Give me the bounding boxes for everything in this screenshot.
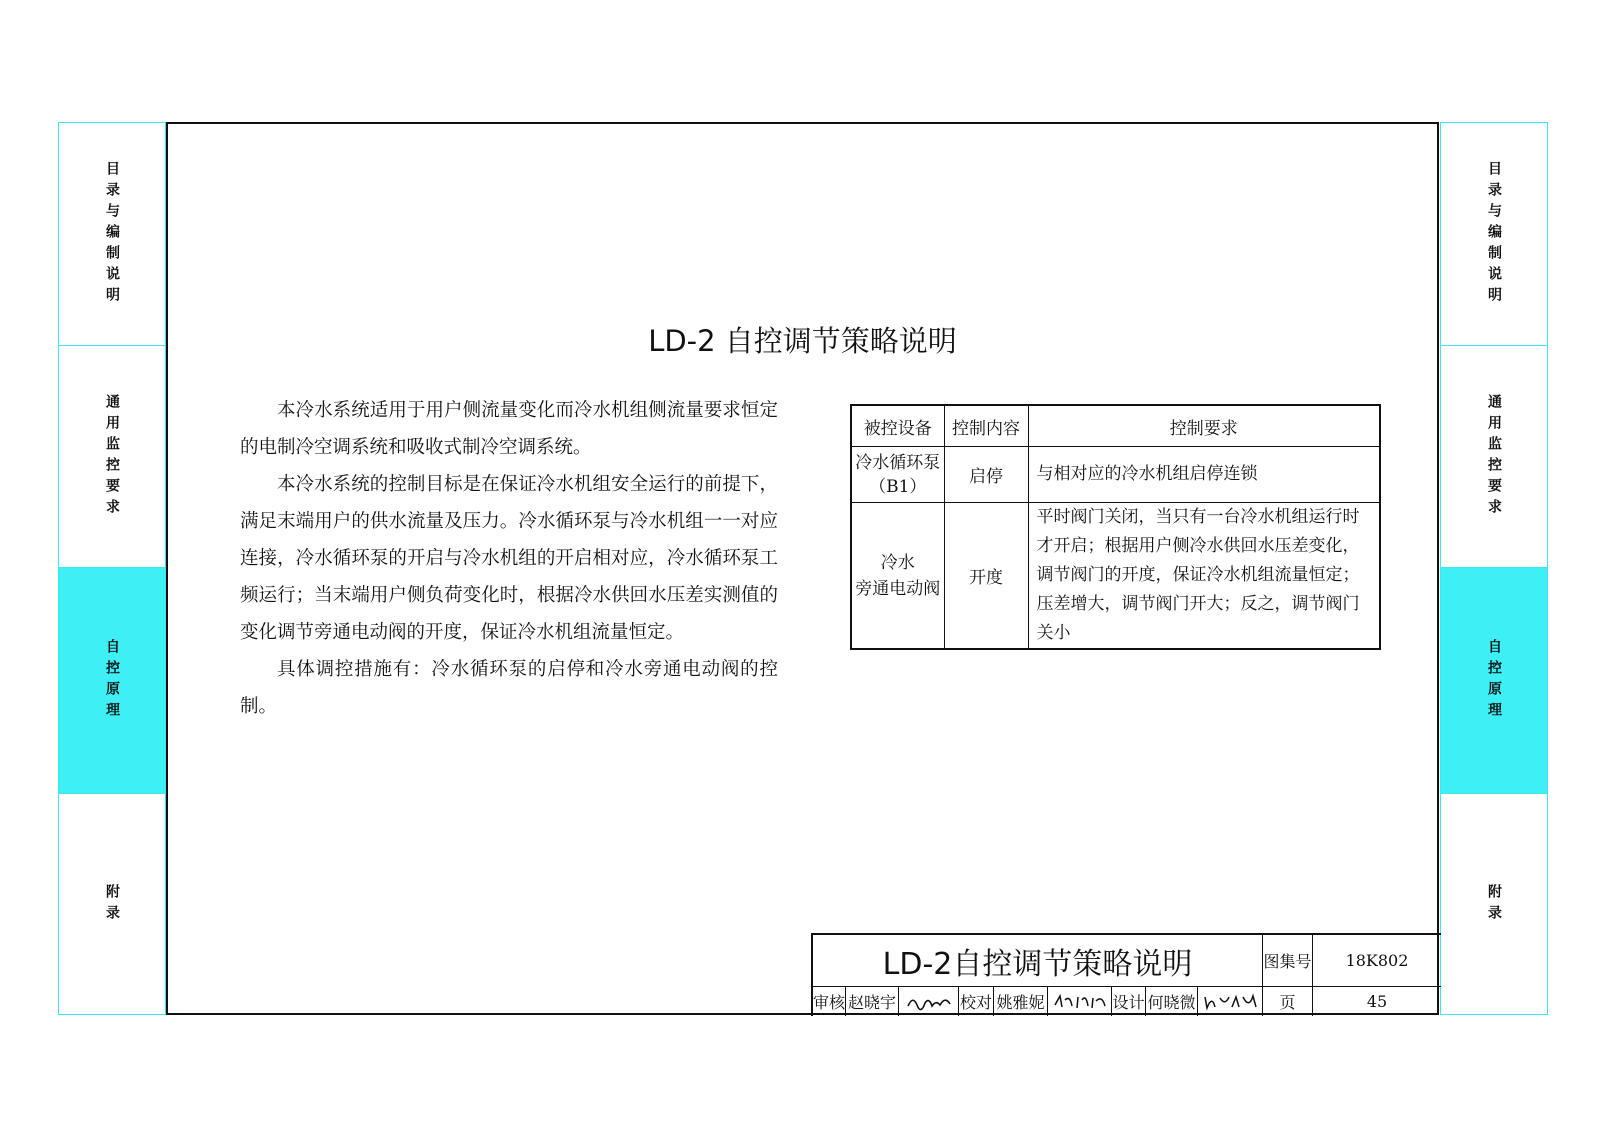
paragraph: 本冷水系统适用于用户侧流量变化而冷水机组侧流量要求恒定的电制冷空调系统和吸收式制冷空调系统。 (240, 400, 778, 458)
tab-appendix-label: 附录 (1486, 884, 1502, 926)
device-name: 冷水循环泵 (855, 452, 941, 473)
tab-general-monitoring-label: 通用监控要求 (1486, 393, 1502, 520)
requirement-cell: 平时阀门关闭，当只有一台冷水机组运行时才开启；根据用户侧冷水供回水压差变化，调节阀门的开度，保证冷水机组流量恒定；压差增大，调节阀门开大；反之，调节阀门关小 (1028, 503, 1380, 650)
content-cell: 启停 (944, 447, 1028, 503)
table-row (851, 503, 1380, 650)
tab-general-monitoring[interactable] (1441, 346, 1547, 568)
header-device: 被控设备 (851, 405, 944, 447)
design-label: 设计 (1112, 987, 1146, 1016)
title-block (811, 933, 1441, 1016)
content-cell: 开度 (944, 503, 1028, 650)
tab-contents-label: 目录与编制说明 (1486, 160, 1502, 308)
reviewer-signature-mark (905, 991, 953, 1013)
check-label: 校对 (959, 987, 994, 1016)
control-table (850, 404, 1381, 650)
table-row (851, 447, 1380, 503)
device-name: 冷水 (880, 552, 915, 573)
description-text (240, 392, 778, 725)
paragraph: 本冷水系统的控制目标是在保证冷水机组安全运行的前提下，满足末端用户的供水流量及压力。冷水循环泵与冷水机组一一对应连接，冷水循环泵的开启与冷水机组的开启相对应，冷水循环泵工频运行；当末端用户侧负荷变化时，根据冷水供回水压差实测值的变化调节旁通电动阀的开度，保证冷水机组流量恒定。 (240, 474, 778, 643)
tab-appendix[interactable] (1441, 794, 1547, 1016)
table-header-row (851, 405, 1380, 447)
requirement-cell: 与相对应的冷水机组启停连锁 (1028, 447, 1380, 503)
page-label: 页 (1263, 987, 1313, 1016)
reviewer-name: 赵晓宇 (846, 987, 899, 1016)
device-code: （B1） (869, 476, 927, 497)
device-cell (851, 503, 944, 650)
tab-contents[interactable] (59, 123, 165, 346)
designer-signature-mark (1201, 991, 1259, 1013)
device-cell (851, 447, 944, 503)
review-label: 审核 (813, 987, 846, 1016)
header-requirement: 控制要求 (1028, 405, 1380, 447)
tab-control-principle[interactable] (1441, 568, 1547, 794)
checker-name: 姚雅妮 (994, 987, 1048, 1016)
header-content: 控制内容 (944, 405, 1028, 447)
tab-contents-label: 目录与编制说明 (104, 160, 120, 308)
checker-signature (1048, 987, 1112, 1016)
tab-control-principle-label: 自控原理 (104, 638, 120, 723)
tab-general-monitoring-label: 通用监控要求 (104, 393, 120, 520)
side-tabs-left (58, 122, 166, 1015)
tab-contents[interactable] (1441, 123, 1547, 346)
page-number: 45 (1366, 992, 1388, 1011)
side-tabs-right (1440, 122, 1548, 1015)
drawing-frame (166, 122, 1439, 1015)
page-title: LD-2 自控调节策略说明 (648, 324, 957, 358)
tab-general-monitoring[interactable] (59, 346, 165, 568)
tab-control-principle-label: 自控原理 (1486, 638, 1502, 723)
designer-name: 何晓微 (1146, 987, 1198, 1016)
atlas-label: 图集号 (1263, 935, 1313, 987)
drawing-title: LD-2自控调节策略说明 (813, 935, 1263, 987)
device-name-line2: 旁通电动阀 (855, 578, 941, 599)
reviewer-signature (899, 987, 959, 1016)
atlas-number: 18K802 (1313, 935, 1441, 987)
paragraph: 具体调控措施有：冷水循环泵的启停和冷水旁通电动阀的控制。 (240, 659, 778, 717)
designer-signature (1198, 987, 1263, 1016)
checker-signature-mark (1052, 991, 1108, 1013)
tab-appendix[interactable] (59, 794, 165, 1016)
tab-appendix-label: 附录 (104, 884, 120, 926)
tab-control-principle[interactable] (59, 568, 165, 794)
